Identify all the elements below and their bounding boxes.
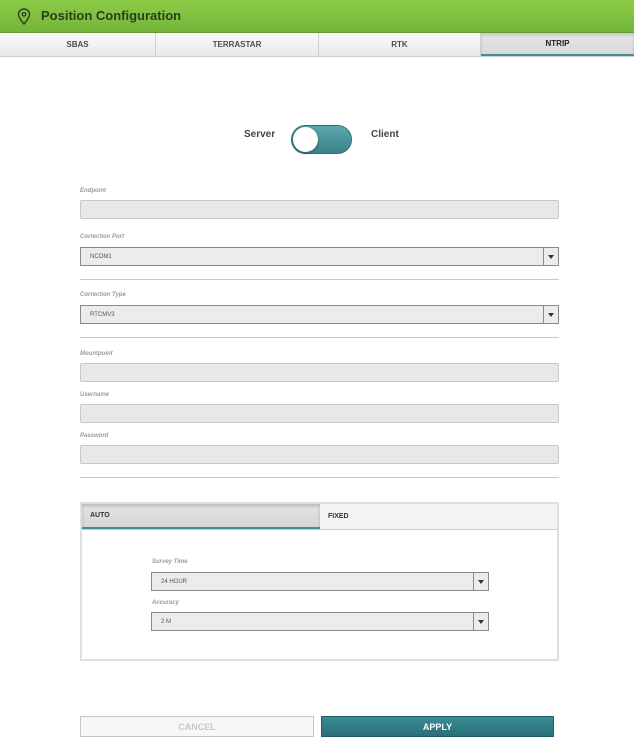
- endpoint-label: Endpoint: [80, 188, 106, 194]
- endpoint-field[interactable]: [80, 200, 559, 219]
- chevron-down-icon[interactable]: [543, 306, 558, 323]
- password-field[interactable]: [80, 445, 559, 464]
- toggle-knob[interactable]: [293, 127, 318, 152]
- server-label: Server: [244, 129, 276, 140]
- page-title: Position Configuration: [41, 8, 182, 23]
- chevron-down-icon[interactable]: [473, 573, 488, 590]
- client-label: Client: [371, 129, 399, 140]
- username-label: Username: [80, 392, 110, 398]
- username-field[interactable]: [80, 404, 559, 423]
- tab-auto[interactable]: AUTO: [82, 504, 320, 529]
- tab-rtk[interactable]: RTK: [319, 33, 481, 56]
- tab-sbas[interactable]: SBAS: [0, 33, 156, 56]
- divider: [80, 279, 559, 280]
- correction-type-select[interactable]: [80, 305, 559, 324]
- accuracy-label: Accuracy: [152, 600, 180, 606]
- correction-port-label: Correction Port: [80, 234, 125, 240]
- divider: [80, 477, 559, 478]
- tab-bar: [0, 33, 634, 57]
- password-label: Password: [80, 433, 109, 439]
- divider: [80, 337, 559, 338]
- accuracy-select[interactable]: [151, 612, 489, 631]
- correction-type-label: Correction Type: [80, 292, 126, 298]
- map-pin-icon: [17, 8, 31, 25]
- base-position-tabs: [82, 504, 557, 530]
- tab-fixed[interactable]: FIXED: [320, 504, 557, 529]
- mountpoint-field[interactable]: [80, 363, 559, 382]
- survey-time-value: 24 HOUR: [161, 578, 188, 585]
- mountpoint-label: Mountpoint: [80, 351, 113, 357]
- server-client-toggle[interactable]: [291, 125, 352, 154]
- survey-time-label: Survey Time: [152, 559, 188, 565]
- tab-ntrip[interactable]: NTRIP: [481, 33, 634, 56]
- accuracy-value: 2 M: [161, 618, 172, 625]
- base-position-panel: [80, 502, 559, 661]
- correction-port-value: NCOM1: [90, 253, 112, 260]
- chevron-down-icon[interactable]: [543, 248, 558, 265]
- tab-terrastar[interactable]: TERRASTAR: [156, 33, 319, 56]
- cancel-button[interactable]: CANCEL: [80, 716, 314, 737]
- mode-toggle-row: [0, 125, 634, 155]
- correction-type-value: RTCMV3: [90, 311, 115, 318]
- survey-time-select[interactable]: [151, 572, 489, 591]
- chevron-down-icon[interactable]: [473, 613, 488, 630]
- app-header: [0, 0, 634, 33]
- apply-button[interactable]: APPLY: [321, 716, 554, 737]
- correction-port-select[interactable]: [80, 247, 559, 266]
